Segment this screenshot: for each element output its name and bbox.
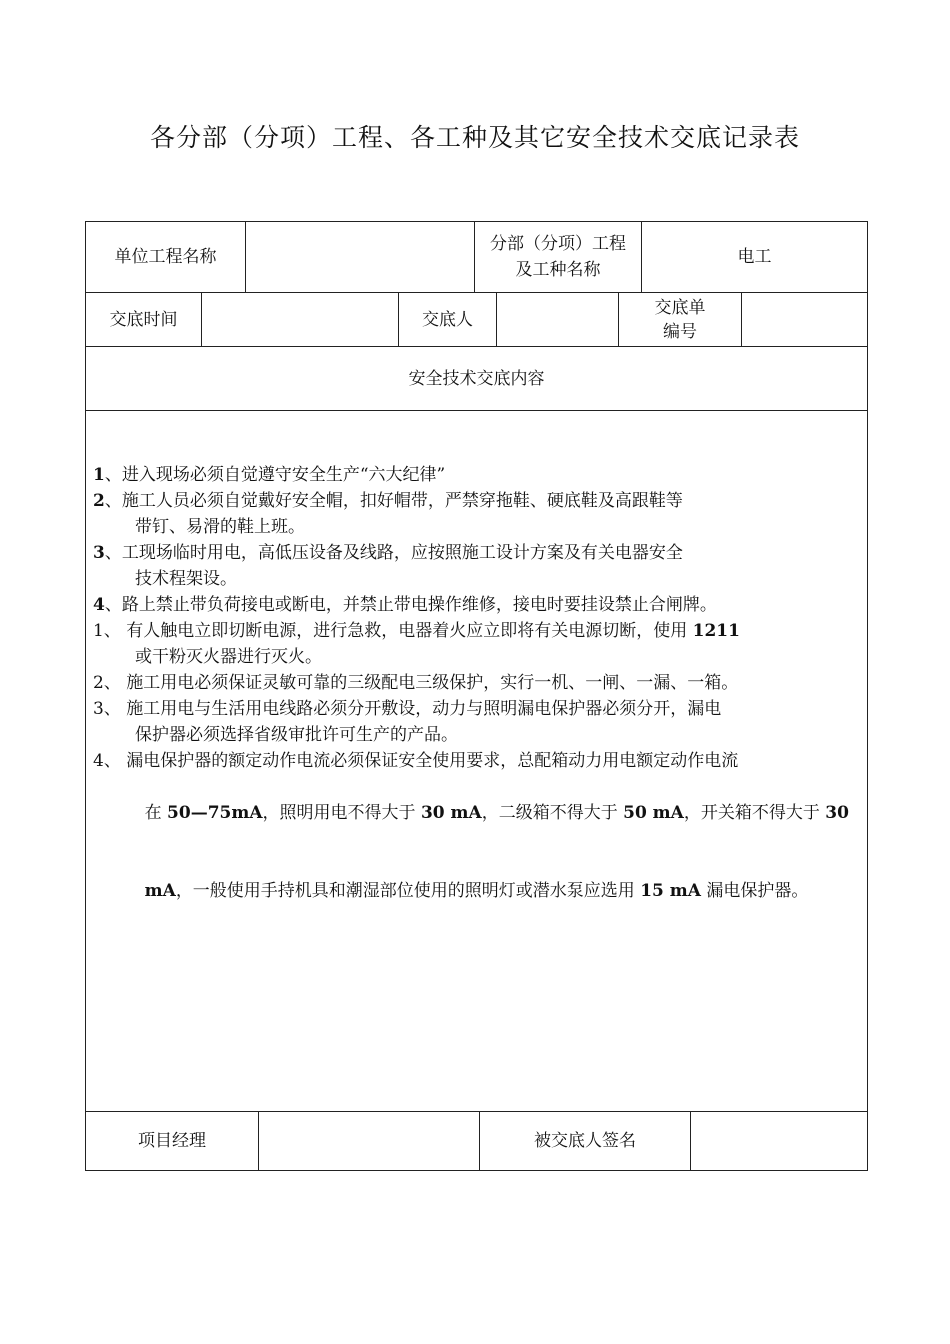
unit-project-name-label: 单位工程名称 <box>114 247 217 267</box>
list-item: 3、工现场临时用电，高低压设备及线路，应按照施工设计方案及有关电器安全 <box>93 543 683 563</box>
sub-project-label-line1: 分部（分项）工程 <box>490 234 626 254</box>
list-item: 1、进入现场必须自觉遵守安全生产“六大纪律” <box>93 465 446 485</box>
row-divider <box>85 410 868 411</box>
list-item: 1、 有人触电立即切断电源，进行急救，电器着火应立即将有关电源切断，使用 1211 <box>93 621 740 641</box>
sub-project-label-line2: 及工种名称 <box>515 260 601 280</box>
unit-project-name-value[interactable] <box>246 222 474 292</box>
list-item-continuation: mA，一般使用手持机具和潮湿部位使用的照明灯或潜水泵应选用 15 mA 漏电保护器。 <box>144 881 809 901</box>
page-title: 各分部（分项）工程、各工种及其它安全技术交底记录表 <box>149 123 800 152</box>
table-border-bottom <box>85 1170 868 1171</box>
briefing-time-value[interactable] <box>202 293 398 346</box>
list-item: 3、 施工用电与生活用电线路必须分开敷设，动力与照明漏电保护器必须分开，漏电 <box>93 699 722 719</box>
list-item: 4、路上禁止带负荷接电或断电，并禁止带电操作维修，接电时要挂设禁止合闸牌。 <box>93 595 717 615</box>
signee-label: 被交底人签名 <box>534 1131 636 1151</box>
section-header: 安全技术交底内容 <box>408 368 545 389</box>
briefing-person-label: 交底人 <box>422 309 473 330</box>
briefing-person-value[interactable] <box>497 293 618 346</box>
safety-content <box>93 462 863 930</box>
briefing-number-label-line2: 编号 <box>663 321 697 342</box>
list-item-continuation: 或干粉灭火器进行灭火。 <box>135 647 322 667</box>
signee-value[interactable] <box>691 1112 867 1170</box>
project-manager-label: 项目经理 <box>138 1131 206 1151</box>
sub-project-label <box>475 222 641 292</box>
briefing-number-label-line1: 交底单 <box>654 297 706 318</box>
list-item-continuation: 带钉、易滑的鞋上班。 <box>135 517 305 537</box>
list-item: 4、 漏电保护器的额定动作电流必须保证安全使用要求，总配箱动力用电额定动作电流 <box>93 751 739 771</box>
briefing-number-label <box>619 293 741 346</box>
list-item-continuation: 保护器必须选择省级审批许可生产的产品。 <box>135 725 458 745</box>
briefing-number-value[interactable] <box>742 293 867 346</box>
briefing-time-label: 交底时间 <box>109 309 178 330</box>
list-item-continuation: 在 50—75mA，照明用电不得大于 30 mA，二级箱不得大于 50 mA，开关箱不得大于 30 <box>144 803 849 823</box>
list-item: 2、施工人员必须自觉戴好安全帽，扣好帽带，严禁穿拖鞋、硬底鞋及高跟鞋等 <box>93 491 683 511</box>
list-item-continuation: 技术程架设。 <box>135 569 237 589</box>
sub-project-value[interactable]: 电工 <box>737 247 772 267</box>
table-border-right <box>867 221 868 1171</box>
project-manager-value[interactable] <box>259 1112 479 1170</box>
list-item: 2、 施工用电必须保证灵敏可靠的三级配电三级保护，实行一机、一闸、一漏、一箱。 <box>93 673 739 693</box>
